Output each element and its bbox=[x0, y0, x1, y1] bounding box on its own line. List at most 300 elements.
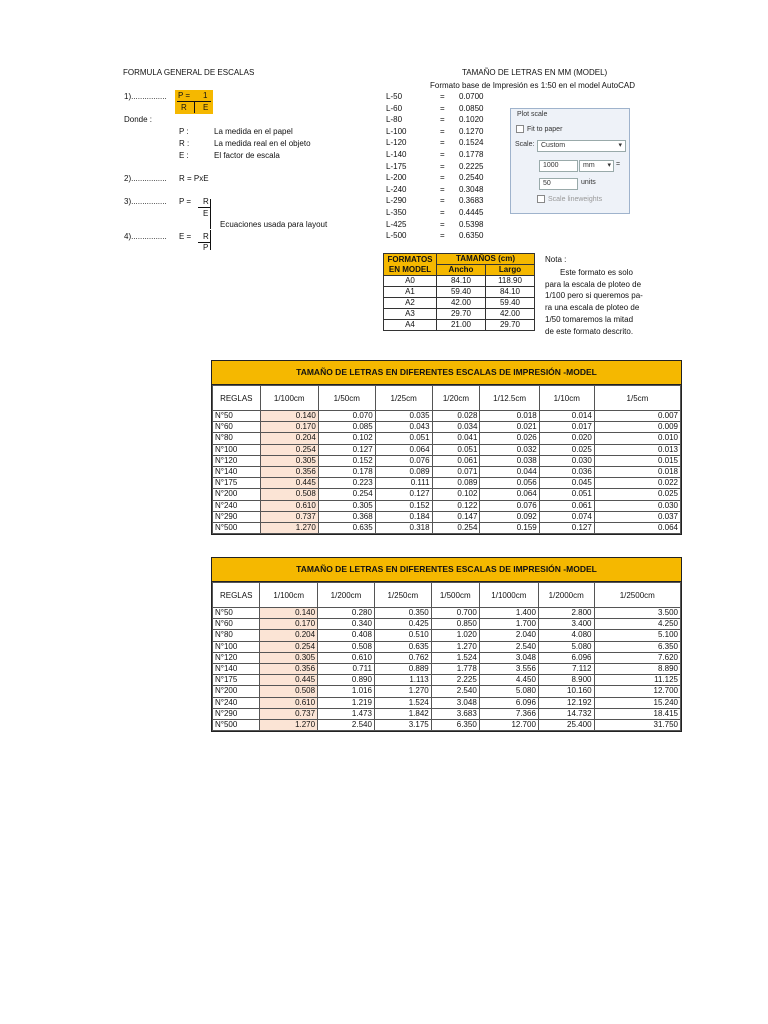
value-cell: 0.092 bbox=[480, 511, 539, 522]
format-row bbox=[384, 309, 535, 320]
letter-size-equals: = bbox=[440, 173, 445, 183]
value-cell: 10.160 bbox=[538, 686, 594, 697]
table-row bbox=[213, 675, 681, 686]
format-size-cell: 84.10 bbox=[486, 287, 535, 298]
value-cell: 0.445 bbox=[260, 478, 318, 489]
formula-4-e: E = bbox=[179, 232, 192, 241]
value-cell: 15.240 bbox=[594, 697, 680, 708]
table-row bbox=[213, 455, 681, 466]
value-cell: 4.080 bbox=[538, 630, 594, 641]
value-cell: 0.076 bbox=[480, 500, 539, 511]
def-p-symbol: P : bbox=[179, 127, 189, 136]
value-cell: 0.184 bbox=[375, 511, 432, 522]
letter-size-value: 0.5398 bbox=[459, 219, 484, 229]
unit-chevron-down-icon: ▾ bbox=[607, 162, 611, 169]
letter-size-row bbox=[386, 230, 506, 242]
letter-size-equals: = bbox=[440, 115, 445, 125]
value-cell: 0.026 bbox=[480, 433, 539, 444]
value-cell: 5.080 bbox=[479, 686, 538, 697]
value-cell: 6.096 bbox=[538, 652, 594, 663]
letter-size-equals: = bbox=[440, 92, 445, 101]
value-cell: 0.254 bbox=[318, 489, 375, 500]
table-row bbox=[213, 652, 681, 663]
value-cell: 0.700 bbox=[431, 608, 479, 619]
letter-size-name: L-80 bbox=[386, 115, 403, 125]
value-cell: 0.035 bbox=[375, 411, 432, 422]
letter-size-row bbox=[386, 91, 506, 103]
letter-size-name: L-175 bbox=[386, 161, 407, 171]
value-cell: 0.305 bbox=[260, 652, 318, 663]
value-cell: 0.280 bbox=[318, 608, 375, 619]
formula-1-e: E bbox=[203, 103, 209, 112]
value-cell: 0.178 bbox=[318, 467, 375, 478]
letter-size-name: L-500 bbox=[386, 231, 407, 241]
value-cell: 0.018 bbox=[480, 411, 539, 422]
table-header-row bbox=[213, 583, 681, 608]
value-cell: 0.510 bbox=[374, 630, 431, 641]
value-cell: 7.112 bbox=[538, 664, 594, 675]
value-cell: 0.013 bbox=[594, 444, 680, 455]
letter-size-equals: = bbox=[440, 231, 445, 241]
value-cell: 1.524 bbox=[374, 697, 431, 708]
letter-size-value: 0.3048 bbox=[459, 184, 484, 194]
note-title: Nota : bbox=[545, 255, 567, 264]
table-row bbox=[213, 478, 681, 489]
formula-title: FORMULA GENERAL DE ESCALAS bbox=[123, 68, 255, 77]
column-header: 1/2000cm bbox=[538, 583, 594, 608]
rule-cell: N°100 bbox=[213, 641, 260, 652]
value-cell: 2.540 bbox=[431, 686, 479, 697]
value-cell: 1.020 bbox=[431, 630, 479, 641]
value-cell: 0.036 bbox=[539, 467, 594, 478]
letter-size-row bbox=[386, 195, 506, 207]
value-cell: 0.071 bbox=[432, 467, 480, 478]
value-cell: 0.340 bbox=[318, 619, 375, 630]
value-cell: 2.800 bbox=[538, 608, 594, 619]
value-cell: 0.140 bbox=[260, 608, 318, 619]
letter-size-value: 0.3683 bbox=[459, 196, 484, 206]
value-cell: 0.254 bbox=[260, 444, 318, 455]
value-cell: 0.762 bbox=[374, 652, 431, 663]
rule-cell: N°290 bbox=[213, 511, 261, 522]
value-cell: 0.889 bbox=[374, 664, 431, 675]
value-cell: 0.085 bbox=[318, 422, 375, 433]
letter-size-name: L-290 bbox=[386, 196, 407, 206]
scale-unit-value: mm bbox=[583, 162, 595, 169]
rule-cell: N°200 bbox=[213, 686, 260, 697]
fit-to-paper-label: Fit to paper bbox=[527, 125, 563, 133]
value-cell: 0.061 bbox=[539, 500, 594, 511]
value-cell: 4.250 bbox=[594, 619, 680, 630]
value-cell: 0.350 bbox=[374, 608, 431, 619]
table-row bbox=[213, 444, 681, 455]
value-cell: 0.061 bbox=[432, 455, 480, 466]
value-cell: 0.102 bbox=[432, 489, 480, 500]
letter-size-equals: = bbox=[440, 184, 445, 194]
value-cell: 2.040 bbox=[479, 630, 538, 641]
letter-size-table-1 bbox=[211, 360, 682, 535]
column-header: REGLAS bbox=[213, 583, 260, 608]
value-cell: 0.610 bbox=[318, 652, 375, 663]
fit-to-paper-option[interactable] bbox=[516, 125, 562, 133]
value-cell: 0.890 bbox=[318, 675, 375, 686]
format-name-cell: A4 bbox=[384, 320, 437, 331]
value-cell: 0.022 bbox=[594, 478, 680, 489]
table-row bbox=[213, 664, 681, 675]
value-cell: 3.048 bbox=[431, 697, 479, 708]
rule-cell: N°80 bbox=[213, 630, 260, 641]
value-cell: 0.318 bbox=[375, 523, 432, 534]
format-row bbox=[384, 276, 535, 287]
table-row bbox=[213, 411, 681, 422]
table-row bbox=[213, 523, 681, 534]
value-cell: 0.089 bbox=[432, 478, 480, 489]
value-cell: 0.070 bbox=[318, 411, 375, 422]
value-cell: 11.125 bbox=[594, 675, 680, 686]
value-cell: 0.014 bbox=[539, 411, 594, 422]
scale-unit-select[interactable] bbox=[579, 160, 614, 172]
value-cell: 6.350 bbox=[594, 641, 680, 652]
note-body bbox=[545, 267, 643, 337]
fit-to-paper-checkbox[interactable] bbox=[516, 125, 524, 133]
value-cell: 0.044 bbox=[480, 467, 539, 478]
rule-cell: N°50 bbox=[213, 608, 260, 619]
letter-size-row bbox=[386, 161, 506, 173]
value-cell: 0.445 bbox=[260, 675, 318, 686]
value-cell: 0.051 bbox=[375, 433, 432, 444]
scale-value-2-input[interactable]: 50 bbox=[539, 178, 578, 190]
value-cell: 2.540 bbox=[479, 641, 538, 652]
table-row bbox=[213, 641, 681, 652]
value-cell: 0.152 bbox=[318, 455, 375, 466]
def-e-symbol: E : bbox=[179, 151, 189, 160]
letter-size-equals: = bbox=[440, 103, 445, 113]
value-cell: 0.025 bbox=[594, 489, 680, 500]
value-cell: 0.010 bbox=[594, 433, 680, 444]
value-cell: 0.305 bbox=[318, 500, 375, 511]
value-cell: 0.064 bbox=[594, 523, 680, 534]
value-cell: 0.368 bbox=[318, 511, 375, 522]
value-cell: 1.700 bbox=[479, 619, 538, 630]
format-size-cell: 29.70 bbox=[486, 320, 535, 331]
value-cell: 0.056 bbox=[480, 478, 539, 489]
donde-label: Donde : bbox=[124, 115, 153, 124]
value-cell: 7.366 bbox=[479, 708, 538, 719]
value-cell: 0.020 bbox=[539, 433, 594, 444]
value-cell: 0.074 bbox=[539, 511, 594, 522]
value-cell: 6.350 bbox=[431, 720, 479, 731]
note-line: Este formato es solo bbox=[560, 268, 633, 277]
column-header: 1/5cm bbox=[594, 386, 680, 411]
formula-1-one: 1 bbox=[203, 91, 208, 100]
letter-size-row bbox=[386, 126, 506, 138]
letter-size-row bbox=[386, 172, 506, 184]
value-cell: 0.140 bbox=[260, 411, 318, 422]
format-size-cell: 118.90 bbox=[486, 276, 535, 287]
def-r-text: La medida real en el objeto bbox=[214, 139, 311, 148]
value-cell: 1.270 bbox=[260, 523, 318, 534]
value-cell: 5.080 bbox=[538, 641, 594, 652]
letter-size-name: L-100 bbox=[386, 126, 407, 136]
column-header: 1/20cm bbox=[432, 386, 480, 411]
letter-size-value: 0.2540 bbox=[459, 173, 484, 183]
value-cell: 0.021 bbox=[480, 422, 539, 433]
value-cell: 0.737 bbox=[260, 511, 318, 522]
value-cell: 12.700 bbox=[594, 686, 680, 697]
letter-size-equals: = bbox=[440, 207, 445, 217]
rule-cell: N°50 bbox=[213, 411, 261, 422]
value-cell: 1.778 bbox=[431, 664, 479, 675]
format-row bbox=[384, 298, 535, 309]
formula-4-r: R bbox=[203, 232, 209, 241]
value-cell: 12.192 bbox=[538, 697, 594, 708]
table-row bbox=[213, 697, 681, 708]
note-line: de este formato descrito. bbox=[545, 326, 634, 336]
letter-size-name: L-350 bbox=[386, 207, 407, 217]
formula-4-p: P bbox=[203, 243, 209, 252]
formula-3-bracket bbox=[210, 199, 211, 229]
scale-equals: = bbox=[616, 161, 621, 168]
formula-3-fraction-line bbox=[198, 207, 210, 208]
column-header: 1/500cm bbox=[431, 583, 479, 608]
rule-cell: N°240 bbox=[213, 500, 261, 511]
rule-cell: N°500 bbox=[213, 523, 261, 534]
sizes-header: TAMAÑOS (cm) bbox=[437, 254, 535, 265]
value-cell: 0.076 bbox=[375, 455, 432, 466]
value-cell: 0.030 bbox=[594, 500, 680, 511]
rule-cell: N°100 bbox=[213, 444, 261, 455]
value-cell: 3.175 bbox=[374, 720, 431, 731]
value-cell: 1.270 bbox=[431, 641, 479, 652]
value-cell: 0.051 bbox=[539, 489, 594, 500]
value-cell: 0.635 bbox=[318, 523, 375, 534]
chevron-down-icon: ▾ bbox=[618, 142, 622, 149]
value-cell: 0.170 bbox=[260, 619, 318, 630]
def-p-text: La medida en el papel bbox=[214, 127, 293, 136]
value-cell: 0.170 bbox=[260, 422, 318, 433]
rule-cell: N°140 bbox=[213, 467, 261, 478]
value-cell: 0.015 bbox=[594, 455, 680, 466]
letter-size-list bbox=[386, 91, 506, 242]
value-cell: 0.009 bbox=[594, 422, 680, 433]
format-name-cell: A1 bbox=[384, 287, 437, 298]
letter-size-value: 0.1270 bbox=[459, 126, 484, 136]
value-cell: 0.032 bbox=[480, 444, 539, 455]
value-cell: 0.018 bbox=[594, 467, 680, 478]
value-cell: 0.045 bbox=[539, 478, 594, 489]
letter-size-row bbox=[386, 219, 506, 231]
note-line: 1/100 pero si queremos pa- bbox=[545, 291, 643, 301]
letter-size-value: 0.4445 bbox=[459, 207, 484, 217]
formula-4-bracket bbox=[210, 230, 211, 250]
value-cell: 0.508 bbox=[260, 489, 318, 500]
formats-header: FORMATOS EN MODEL bbox=[384, 254, 437, 276]
value-cell: 2.540 bbox=[318, 720, 375, 731]
letter-size-name: L-200 bbox=[386, 173, 407, 183]
value-cell: 6.096 bbox=[479, 697, 538, 708]
letter-size-equals: = bbox=[440, 126, 445, 136]
note-line: 1/50 tomaremos la mitad bbox=[545, 314, 634, 324]
def-r-symbol: R : bbox=[179, 139, 190, 148]
rule-cell: N°60 bbox=[213, 422, 261, 433]
format-size-cell: 42.00 bbox=[486, 309, 535, 320]
value-cell: 0.037 bbox=[594, 511, 680, 522]
formula-3-r: R bbox=[203, 197, 209, 206]
letter-size-name: L-60 bbox=[386, 103, 403, 113]
value-cell: 7.620 bbox=[594, 652, 680, 663]
format-name-cell: A0 bbox=[384, 276, 437, 287]
value-cell: 0.127 bbox=[539, 523, 594, 534]
rule-cell: N°140 bbox=[213, 664, 260, 675]
letter-size-value: 0.1524 bbox=[459, 138, 484, 148]
column-header: 1/10cm bbox=[539, 386, 594, 411]
letter-size-equals: = bbox=[440, 219, 445, 229]
letter-size-equals: = bbox=[440, 138, 445, 148]
rule-cell: N°175 bbox=[213, 478, 261, 489]
rule-cell: N°120 bbox=[213, 652, 260, 663]
table-1-title: TAMAÑO DE LETRAS EN DIFERENTES ESCALAS DE IMPRESIÓN -MODEL bbox=[212, 361, 681, 385]
value-cell: 0.064 bbox=[480, 489, 539, 500]
rule-cell: N°175 bbox=[213, 675, 260, 686]
formats-table bbox=[383, 253, 535, 331]
letter-size-name: L-50 bbox=[386, 92, 403, 101]
value-cell: 0.030 bbox=[539, 455, 594, 466]
value-cell: 14.732 bbox=[538, 708, 594, 719]
format-row bbox=[384, 287, 535, 298]
column-header: 1/1000cm bbox=[479, 583, 538, 608]
value-cell: 1.524 bbox=[431, 652, 479, 663]
value-cell: 0.007 bbox=[594, 411, 680, 422]
value-cell: 25.400 bbox=[538, 720, 594, 731]
letter-size-row bbox=[386, 137, 506, 149]
value-cell: 0.122 bbox=[432, 500, 480, 511]
table-row bbox=[213, 619, 681, 630]
letter-size-value: 0.1020 bbox=[459, 115, 484, 125]
value-cell: 3.400 bbox=[538, 619, 594, 630]
plot-scale-title: Plot scale bbox=[517, 111, 548, 118]
value-cell: 1.400 bbox=[479, 608, 538, 619]
formula-2-equation: R = PxE bbox=[179, 174, 209, 183]
value-cell: 3.048 bbox=[479, 652, 538, 663]
largo-header: Largo bbox=[486, 265, 535, 276]
letter-size-table-2 bbox=[211, 557, 682, 732]
value-cell: 0.223 bbox=[318, 478, 375, 489]
value-cell: 1.842 bbox=[374, 708, 431, 719]
letter-size-value: 0.2225 bbox=[459, 161, 484, 171]
letter-size-name: L-120 bbox=[386, 138, 407, 148]
column-header: 1/100cm bbox=[260, 386, 318, 411]
table-row bbox=[213, 433, 681, 444]
value-cell: 0.051 bbox=[432, 444, 480, 455]
value-cell: 0.152 bbox=[375, 500, 432, 511]
value-cell: 0.254 bbox=[260, 641, 318, 652]
value-cell: 0.610 bbox=[260, 500, 318, 511]
table-header-row bbox=[213, 386, 681, 411]
letter-size-value: 0.1778 bbox=[459, 149, 484, 159]
value-cell: 0.041 bbox=[432, 433, 480, 444]
format-size-cell: 59.40 bbox=[486, 298, 535, 309]
formula-3-p: P = bbox=[179, 197, 192, 206]
scale-lineweights-option[interactable] bbox=[537, 195, 602, 203]
value-cell: 12.700 bbox=[479, 720, 538, 731]
column-header: 1/12.5cm bbox=[480, 386, 539, 411]
scale-lineweights-checkbox[interactable] bbox=[537, 195, 545, 203]
letter-size-row bbox=[386, 207, 506, 219]
table-row bbox=[213, 511, 681, 522]
scale-lineweights-label: Scale lineweights bbox=[548, 195, 603, 203]
column-header: 1/50cm bbox=[318, 386, 375, 411]
value-cell: 0.025 bbox=[539, 444, 594, 455]
value-cell: 0.147 bbox=[432, 511, 480, 522]
rule-cell: N°290 bbox=[213, 708, 260, 719]
formula-1-number: 1)................ bbox=[124, 92, 167, 101]
letter-size-equals: = bbox=[440, 196, 445, 206]
value-cell: 0.356 bbox=[260, 467, 318, 478]
letter-size-row bbox=[386, 114, 506, 126]
formula-1-p: P = bbox=[178, 91, 191, 100]
value-cell: 3.683 bbox=[431, 708, 479, 719]
value-cell: 0.305 bbox=[260, 455, 318, 466]
scale-value-1-input[interactable]: 1000 bbox=[539, 160, 578, 172]
value-cell: 0.737 bbox=[260, 708, 318, 719]
scale-select[interactable] bbox=[537, 140, 626, 152]
value-cell: 0.254 bbox=[432, 523, 480, 534]
rule-cell: N°240 bbox=[213, 697, 260, 708]
letter-size-equals: = bbox=[440, 161, 445, 171]
column-header: 1/25cm bbox=[375, 386, 432, 411]
letter-size-subtitle: Formato base de Impresión es 1:50 en el model AutoCAD bbox=[430, 81, 635, 90]
table-row bbox=[213, 686, 681, 697]
value-cell: 0.034 bbox=[432, 422, 480, 433]
value-cell: 0.850 bbox=[431, 619, 479, 630]
letter-size-row bbox=[386, 103, 506, 115]
value-cell: 0.425 bbox=[374, 619, 431, 630]
letter-size-name: L-425 bbox=[386, 219, 407, 229]
rule-cell: N°80 bbox=[213, 433, 261, 444]
rule-cell: N°200 bbox=[213, 489, 261, 500]
rule-cell: N°120 bbox=[213, 455, 261, 466]
def-e-text: El factor de escala bbox=[214, 151, 280, 160]
letter-size-value: 0.0850 bbox=[459, 103, 484, 113]
column-header: REGLAS bbox=[213, 386, 261, 411]
layout-note: Ecuaciones usada para layout bbox=[220, 220, 328, 229]
scale-label: Scale: bbox=[515, 141, 535, 148]
value-cell: 0.028 bbox=[432, 411, 480, 422]
value-cell: 0.017 bbox=[539, 422, 594, 433]
value-cell: 1.270 bbox=[374, 686, 431, 697]
formula-1-r: R bbox=[181, 103, 187, 112]
value-cell: 5.100 bbox=[594, 630, 680, 641]
scale-units-label: units bbox=[581, 179, 596, 186]
formula-1-divider bbox=[194, 101, 195, 113]
plot-scale-panel bbox=[510, 108, 630, 214]
value-cell: 0.038 bbox=[480, 455, 539, 466]
note-line: para la escala de ploteo de bbox=[545, 279, 642, 289]
note-line: ra una escala de ploteo de bbox=[545, 303, 640, 313]
rule-cell: N°500 bbox=[213, 720, 260, 731]
value-cell: 0.089 bbox=[375, 467, 432, 478]
table-row bbox=[213, 500, 681, 511]
column-header: 1/200cm bbox=[318, 583, 375, 608]
column-header: 1/100cm bbox=[260, 583, 318, 608]
table-row bbox=[213, 489, 681, 500]
value-cell: 3.556 bbox=[479, 664, 538, 675]
value-cell: 0.064 bbox=[375, 444, 432, 455]
value-cell: 0.635 bbox=[374, 641, 431, 652]
value-cell: 3.500 bbox=[594, 608, 680, 619]
format-size-cell: 42.00 bbox=[437, 298, 486, 309]
ancho-header: Ancho bbox=[437, 265, 486, 276]
